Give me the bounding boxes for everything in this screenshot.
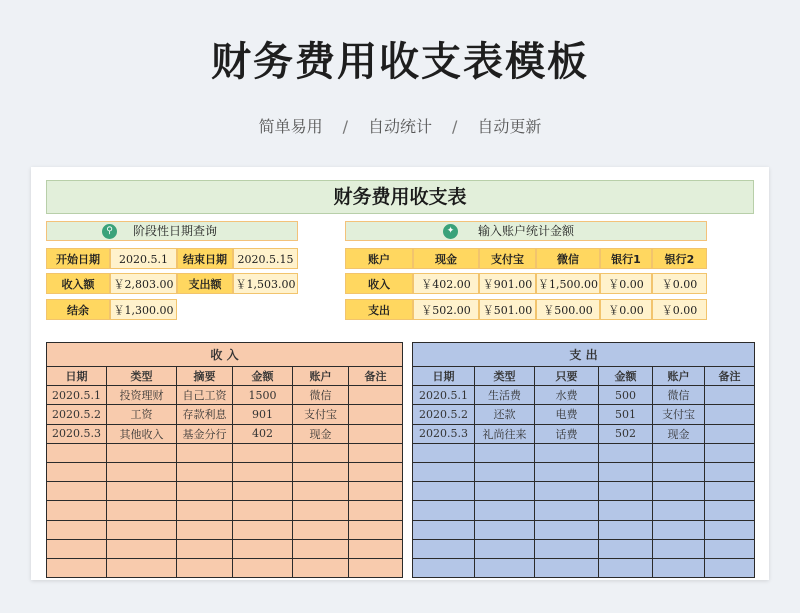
table-cell[interactable]: 901 xyxy=(233,405,293,424)
table-cell[interactable]: 2020.5.3 xyxy=(413,424,475,443)
table-row xyxy=(413,386,755,405)
income-total-label: 收入额 xyxy=(46,273,110,294)
table-row-empty xyxy=(47,558,403,577)
balance-value: ￥1,300.00 xyxy=(110,299,177,320)
table-row xyxy=(413,424,755,443)
account-income-value: ￥901.00 xyxy=(479,273,536,294)
table-cell[interactable]: 现金 xyxy=(293,424,349,443)
table-cell[interactable] xyxy=(349,424,403,443)
account-income-value: ￥0.00 xyxy=(600,273,652,294)
table-cell[interactable]: 水费 xyxy=(535,386,599,405)
table-row xyxy=(47,386,403,405)
column-header: 只要 xyxy=(535,367,599,386)
table-cell[interactable]: 自己工资 xyxy=(177,386,233,405)
spreadsheet xyxy=(31,167,769,580)
account-cash: 现金 xyxy=(413,248,479,269)
account-bank2: 银行2 xyxy=(652,248,707,269)
expense-total-value: ￥1,503.00 xyxy=(233,273,298,294)
table-cell[interactable]: 2020.5.2 xyxy=(47,405,107,424)
column-header: 备注 xyxy=(349,367,403,386)
date-query-header xyxy=(46,221,298,241)
expense-total-label: 支出额 xyxy=(177,273,233,294)
table-cell[interactable]: 2020.5.2 xyxy=(413,405,475,424)
table-row-empty xyxy=(47,539,403,558)
table-cell[interactable] xyxy=(705,405,755,424)
table-cell[interactable]: 2020.5.1 xyxy=(47,386,107,405)
account-expense-value: ￥500.00 xyxy=(536,299,600,320)
account-alipay: 支付宝 xyxy=(479,248,536,269)
column-header: 金额 xyxy=(599,367,653,386)
account-expense-value: ￥501.00 xyxy=(479,299,536,320)
balance-label: 结余 xyxy=(46,299,110,320)
column-header: 摘要 xyxy=(177,367,233,386)
account-bank1: 银行1 xyxy=(600,248,652,269)
table-cell[interactable]: 502 xyxy=(599,424,653,443)
tag-auto-update: 自动更新 xyxy=(477,117,542,136)
table-cell[interactable]: 礼尚往来 xyxy=(475,424,535,443)
table-row-empty xyxy=(413,539,755,558)
column-header: 备注 xyxy=(705,367,755,386)
account-expense-value: ￥502.00 xyxy=(413,299,479,320)
income-table xyxy=(46,342,403,578)
tag-auto-stat: 自动统计 xyxy=(367,117,432,136)
search-icon: ⚲ xyxy=(102,224,117,239)
table-cell[interactable]: 1500 xyxy=(233,386,293,405)
tag-easy: 简单易用 xyxy=(258,117,323,136)
separator: / xyxy=(342,117,348,136)
table-cell[interactable]: 生活费 xyxy=(475,386,535,405)
account-income-label: 收入 xyxy=(345,273,413,294)
table-cell[interactable] xyxy=(349,386,403,405)
table-row-empty xyxy=(47,462,403,481)
start-date-label: 开始日期 xyxy=(46,248,110,269)
table-cell[interactable]: 基金分行 xyxy=(177,424,233,443)
column-header: 金额 xyxy=(233,367,293,386)
column-header: 账户 xyxy=(653,367,705,386)
table-row-empty xyxy=(413,558,755,577)
table-row-empty xyxy=(413,443,755,462)
table-row-empty xyxy=(47,520,403,539)
account-income-value: ￥402.00 xyxy=(413,273,479,294)
table-row-empty xyxy=(413,462,755,481)
page-title: 财务费用收支表模板 xyxy=(211,39,589,85)
account-row-label: 账户 xyxy=(345,248,413,269)
table-row-empty xyxy=(413,482,755,501)
account-stats-label: 输入账户统计金额 xyxy=(478,224,575,238)
end-date-label: 结束日期 xyxy=(177,248,233,269)
separator: / xyxy=(452,117,458,136)
table-cell[interactable]: 支付宝 xyxy=(293,405,349,424)
column-header: 类型 xyxy=(107,367,177,386)
share-icon: ✦ xyxy=(443,224,458,239)
date-query-label: 阶段性日期查询 xyxy=(133,224,218,238)
table-cell[interactable]: 话费 xyxy=(535,424,599,443)
column-header: 日期 xyxy=(413,367,475,386)
table-cell[interactable]: 电费 xyxy=(535,405,599,424)
end-date-input[interactable]: 2020.5.15 xyxy=(233,248,298,269)
income-total-value: ￥2,803.00 xyxy=(110,273,177,294)
column-header: 类型 xyxy=(475,367,535,386)
account-expense-label: 支出 xyxy=(345,299,413,320)
table-cell[interactable]: 投资理财 xyxy=(107,386,177,405)
expense-table xyxy=(412,342,755,578)
table-cell[interactable]: 工资 xyxy=(107,405,177,424)
start-date-input[interactable]: 2020.5.1 xyxy=(110,248,177,269)
table-cell[interactable]: 现金 xyxy=(653,424,705,443)
table-cell[interactable]: 500 xyxy=(599,386,653,405)
table-row-empty xyxy=(413,520,755,539)
table-row-empty xyxy=(47,482,403,501)
table-cell[interactable]: 微信 xyxy=(293,386,349,405)
table-row-empty xyxy=(47,501,403,520)
table-cell[interactable] xyxy=(349,405,403,424)
table-cell[interactable]: 微信 xyxy=(653,386,705,405)
sheet-banner: 财务费用收支表 xyxy=(46,180,754,214)
table-cell[interactable]: 2020.5.1 xyxy=(413,386,475,405)
table-row-empty xyxy=(413,501,755,520)
table-cell[interactable]: 501 xyxy=(599,405,653,424)
table-row xyxy=(413,405,755,424)
account-income-value: ￥0.00 xyxy=(652,273,707,294)
table-cell[interactable]: 其他收入 xyxy=(107,424,177,443)
table-row-empty xyxy=(47,443,403,462)
account-expense-value: ￥0.00 xyxy=(600,299,652,320)
account-wechat: 微信 xyxy=(536,248,600,269)
table-row xyxy=(47,405,403,424)
column-header: 账户 xyxy=(293,367,349,386)
table-cell[interactable] xyxy=(705,424,755,443)
table-cell[interactable]: 支付宝 xyxy=(653,405,705,424)
column-header: 日期 xyxy=(47,367,107,386)
income-table-title: 收 入 xyxy=(47,343,403,367)
table-cell[interactable]: 存款利息 xyxy=(177,405,233,424)
table-cell[interactable]: 402 xyxy=(233,424,293,443)
account-income-value: ￥1,500.00 xyxy=(536,273,600,294)
table-row xyxy=(47,424,403,443)
account-stats-header xyxy=(345,221,707,241)
table-cell[interactable]: 还款 xyxy=(475,405,535,424)
table-cell[interactable] xyxy=(705,386,755,405)
table-cell[interactable]: 2020.5.3 xyxy=(47,424,107,443)
feature-tags xyxy=(0,114,800,137)
expense-table-title: 支 出 xyxy=(413,343,755,367)
account-expense-value: ￥0.00 xyxy=(652,299,707,320)
